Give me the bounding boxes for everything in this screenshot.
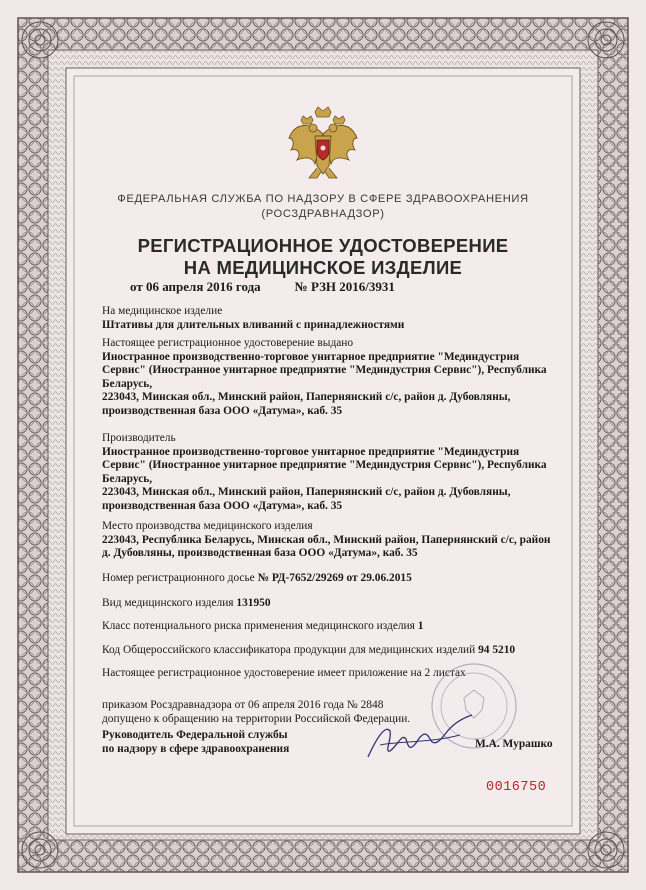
issued-to-line: Беларусь, xyxy=(102,377,153,390)
issued-to-line: производственная база ООО «Датума», каб. 35 xyxy=(102,404,343,417)
dossier-line xyxy=(102,572,412,584)
issued-to-label: Настоящее регистрационное удостоверение выдано xyxy=(102,337,354,349)
agency-abbreviation: (РОСЗДРАВНАДЗОР) xyxy=(261,208,385,220)
head-title-line-2: по надзору в сфере здравоохранения xyxy=(102,742,290,755)
dossier-label: Номер регистрационного досье xyxy=(102,572,255,584)
production-place-line: д. Дубовляны, производственная база ООО «Датума», каб. 35 xyxy=(102,547,418,560)
kind-value: 131950 xyxy=(236,597,271,609)
production-place-section xyxy=(102,520,568,561)
issue-date: от 06 апреля 2016 года xyxy=(130,279,261,294)
document-title: РЕГИСТРАЦИОННОЕ УДОСТОВЕРЕНИЕ xyxy=(137,235,509,256)
risk-line xyxy=(102,620,423,632)
order-line-1: приказом Росздравнадзора от 06 апреля 2016 года № 2848 xyxy=(102,699,384,711)
coat-of-arms-emblem xyxy=(281,104,365,188)
manufacturer-line: Беларусь, xyxy=(102,472,153,485)
device-name: Штативы для длительных вливаний с принадлежностями xyxy=(102,318,405,331)
date-and-number xyxy=(130,279,395,295)
signature xyxy=(360,705,480,765)
kind-line xyxy=(102,597,271,609)
issued-to-line: Иностранное производственно-торговое унитарное предприятие "Мединдустрия xyxy=(102,350,520,363)
okp-line xyxy=(102,644,515,656)
document-subtitle: НА МЕДИЦИНСКОЕ ИЗДЕЛИЕ xyxy=(183,257,463,278)
kind-label: Вид медицинского изделия xyxy=(102,597,234,609)
okp-value: 94 5210 xyxy=(478,644,516,656)
risk-label: Класс потенциального риска применения медицинского изделия xyxy=(102,620,415,632)
agency-name: ФЕДЕРАЛЬНАЯ СЛУЖБА ПО НАДЗОРУ В СФЕРЕ ЗДРАВООХРАНЕНИЯ xyxy=(117,193,529,205)
head-title xyxy=(102,729,289,756)
manufacturer-section xyxy=(102,432,568,514)
production-place-line: 223043, Республика Беларусь, Минская обл., Минский район, Папернянский с/с, район xyxy=(102,533,551,546)
appendix-line: Настоящее регистрационное удостоверение имеет приложение на 2 листах xyxy=(102,667,466,679)
registration-number: № РЗН 2016/3931 xyxy=(294,279,395,294)
manufacturer-line: Сервис" (Иностранное унитарное предприятие "Мединдустрия Сервис"), Республика xyxy=(102,459,547,472)
manufacturer-line: 223043, Минская обл., Минский район, Папернянский с/с, район д. Дубовляны, xyxy=(102,486,511,499)
issued-to-line: 223043, Минская обл., Минский район, Папернянский с/с, район д. Дубовляны, xyxy=(102,391,511,404)
production-place-label: Место производства медицинского изделия xyxy=(102,520,313,532)
risk-value: 1 xyxy=(417,620,424,632)
dossier-value: № РД-7652/29269 от 29.06.2015 xyxy=(257,572,412,584)
device-section xyxy=(102,305,568,332)
manufacturer-line: Иностранное производственно-торговое унитарное предприятие "Мединдустрия xyxy=(102,445,520,458)
head-name: М.А. Мурашко xyxy=(475,738,553,750)
head-title-line-1: Руководитель Федеральной службы xyxy=(102,729,288,741)
issued-to-section xyxy=(102,337,568,419)
serial-number: 0016750 xyxy=(486,780,547,795)
device-label: На медицинское изделие xyxy=(102,305,223,317)
manufacturer-label: Производитель xyxy=(102,432,176,444)
okp-label: Код Общероссийского классификатора продукции для медицинских изделий xyxy=(102,644,476,656)
issued-to-line: Сервис" (Иностранное унитарное предприятие "Мединдустрия Сервис"), Республика xyxy=(102,364,547,377)
order-line-2: допущено к обращению на территории Российской Федерации. xyxy=(102,713,411,725)
manufacturer-line: производственная база ООО «Датума», каб. 35 xyxy=(102,499,343,512)
